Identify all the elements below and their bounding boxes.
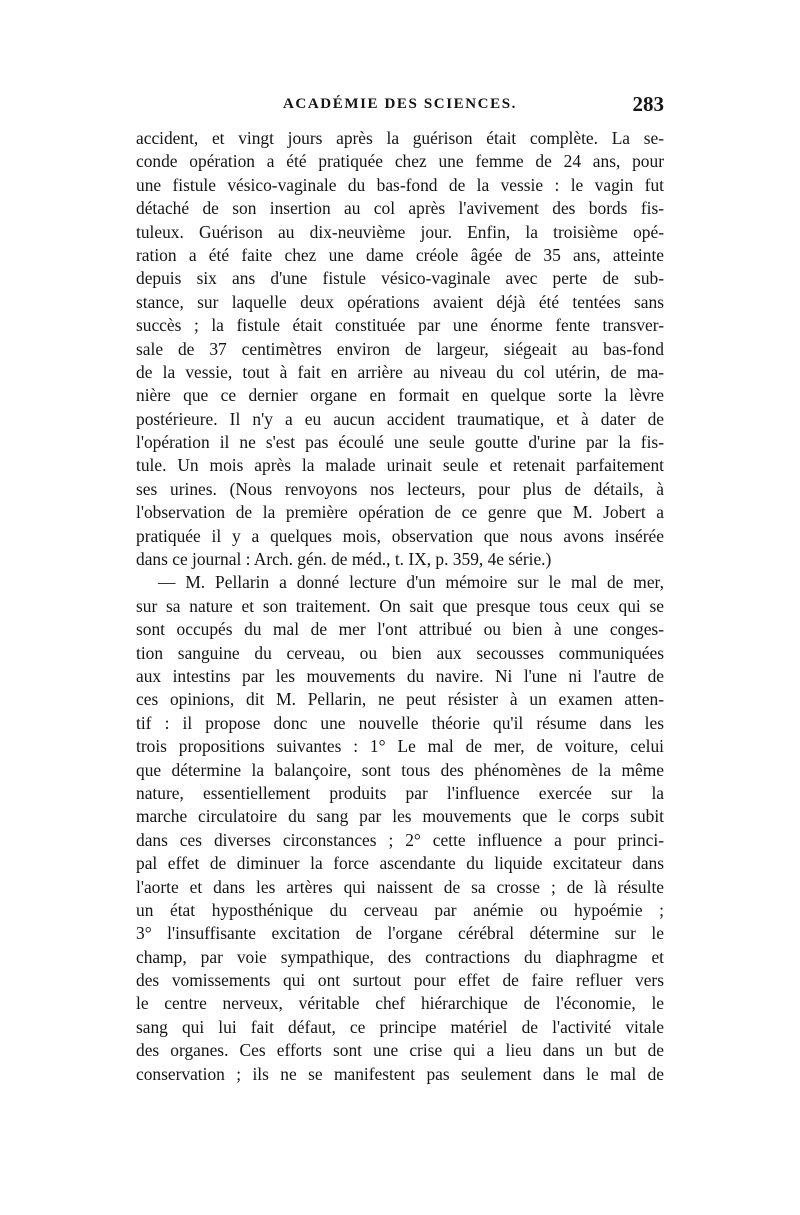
text-line: des vomissements qui ont surtout pour effet de faire refluer vers	[136, 970, 664, 991]
text-line: détaché de son insertion au col après l'avivement des bords fis-	[136, 198, 664, 219]
text-line: 3° l'insuffisante excitation de l'organe cérébral détermine sur le	[136, 923, 664, 944]
text-line: trois propositions suivantes : 1° Le mal de mer, de voiture, celui	[136, 736, 664, 757]
text-line: conde opération a été pratiquée chez une femme de 24 ans, pour	[136, 151, 664, 172]
text-line: aux intestins par les mouvements du navire. Ni l'une ni l'autre de	[136, 665, 664, 686]
text-line: accident, et vingt jours après la guérison était complète. La se-	[136, 128, 664, 148]
text-line: tuleux. Guérison au dix-neuvième jour. Enfin, la troisième opé-	[136, 221, 664, 242]
text-line: que détermine la balançoire, sont tous des phénomènes de la même	[136, 759, 664, 780]
text-line: le centre nerveux, véritable chef hiérarchique de l'économie, le	[136, 993, 664, 1014]
text-line: sang qui lui fait défaut, ce principe matériel de l'activité vitale	[136, 1016, 664, 1037]
text-line: tion sanguine du cerveau, ou bien aux secousses communiquées	[136, 642, 664, 663]
text-line: champ, par voie sympathique, des contractions du diaphragme et	[136, 946, 664, 967]
text-line: dans ce journal : Arch. gén. de méd., t. IX, p. 359, 4e série.)	[136, 549, 552, 570]
text-line: ses urines. (Nous renvoyons nos lecteurs, pour plus de détails, à	[136, 478, 664, 499]
text-line: marche circulatoire du sang par les mouvements que le corps subit	[136, 806, 664, 827]
text-line: pratiquée il y a quelques mois, observation que nous avons insérée	[136, 525, 664, 546]
running-head	[136, 94, 664, 124]
text-line: un état hyposthénique du cerveau par anémie ou hypoémie ;	[136, 899, 664, 920]
page-number: 283	[632, 92, 664, 116]
text-line: l'opération il ne s'est pas écoulé une seule goutte d'urine par la fis-	[136, 432, 664, 453]
body-text	[136, 127, 664, 1086]
text-line: nature, essentiellement produits par l'influence exercée sur la	[136, 782, 664, 803]
text-line: des organes. Ces efforts sont une crise qui a lieu dans un but de	[136, 1040, 664, 1061]
document-page	[136, 94, 664, 1086]
text-line: stance, sur laquelle deux opérations avaient déjà été tentées sans	[136, 291, 664, 312]
text-line: ces opinions, dit M. Pellarin, ne peut résister à un examen atten-	[136, 689, 664, 710]
text-line: l'aorte et dans les artères qui naissent de sa crosse ; de là résulte	[136, 876, 664, 897]
text-line: — M. Pellarin a donné lecture d'un mémoire sur le mal de mer,	[158, 572, 664, 593]
text-line: nière que ce dernier organe en formait en quelque sorte la lèvre	[136, 385, 664, 406]
text-line: conservation ; ils ne se manifestent pas seulement dans le mal de	[136, 1063, 664, 1084]
text-line: pal effet de diminuer la force ascendante du liquide excitateur dans	[136, 853, 664, 874]
text-line: tif : il propose donc une nouvelle théorie qu'il résume dans les	[136, 712, 664, 733]
text-line: dans ces diverses circonstances ; 2° cette influence a pour princi-	[136, 829, 664, 850]
text-line: tule. Un mois après la malade urinait seule et retenait parfaitement	[136, 455, 664, 476]
text-line: sont occupés du mal de mer l'ont attribué ou bien à une conges-	[136, 619, 664, 640]
text-line: succès ; la fistule était constituée par une énorme fente transver-	[136, 315, 664, 336]
text-line: de la vessie, tout à fait en arrière au niveau du col utérin, de ma-	[136, 361, 664, 382]
text-line: ration a été faite chez une dame créole âgée de 35 ans, atteinte	[136, 244, 664, 265]
text-line: sale de 37 centimètres environ de largeur, siégeait au bas-fond	[136, 338, 664, 359]
text-line: depuis six ans d'une fistule vésico-vaginale avec perte de sub-	[136, 268, 664, 289]
text-line: sur sa nature et son traitement. On sait que presque tous ceux qui se	[136, 595, 664, 616]
text-line: une fistule vésico-vaginale du bas-fond de la vessie : le vagin fut	[136, 174, 664, 195]
running-title: ACADÉMIE DES SCIENCES.	[283, 96, 517, 112]
text-line: l'observation de la première opération de ce genre que M. Jobert a	[136, 502, 664, 523]
text-line: postérieure. Il n'y a eu aucun accident traumatique, et à dater de	[136, 408, 664, 429]
